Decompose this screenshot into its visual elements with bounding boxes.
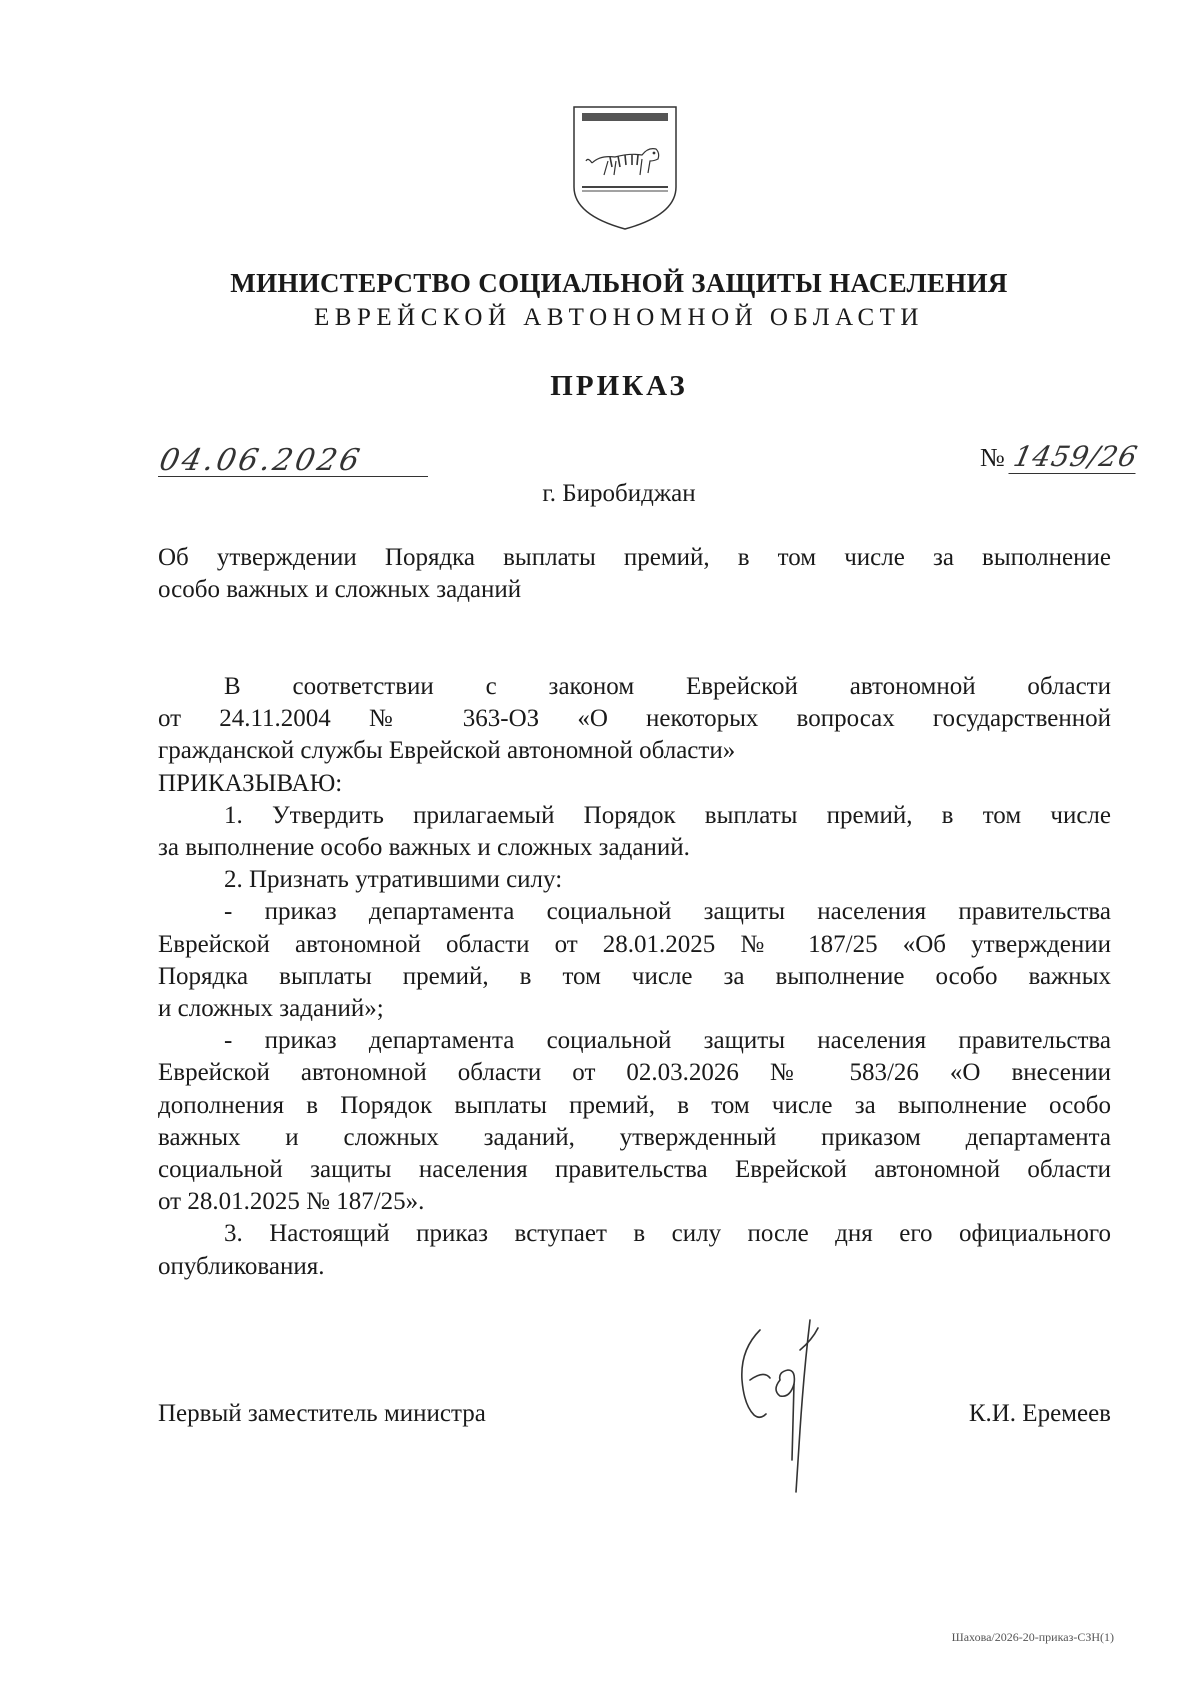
item-2a-line: - приказ департамента социальной защиты населения правительства <box>224 898 1111 926</box>
subject-line-1: Об утверждении Порядка выплаты премий, в том числе за выполнение <box>158 544 1111 571</box>
number-label: № <box>980 443 1005 472</box>
item-2-line: 2. Признать утратившими силу: <box>224 866 563 894</box>
preamble-line: от 24.11.2004 № 363-ОЗ «О некоторых вопросах государственной <box>158 705 1111 733</box>
item-1-line: 1. Утвердить прилагаемый Порядок выплаты премий, в том числе <box>224 801 1111 829</box>
item-2b-line: социальной защиты населения правительства Еврейской автономной области <box>158 1156 1111 1184</box>
document-subject <box>158 542 1111 606</box>
footer-note: Шахова/2026-20-приказ-СЗН(1) <box>951 1630 1114 1644</box>
item-2b-line: от 28.01.2025 № 187/25». <box>158 1188 425 1216</box>
item-2a-line: Еврейской автономной области от 28.01.2025 № 187/25 «Об утверждении <box>158 930 1111 958</box>
ministry-region: ЕВРЕЙСКОЙ АВТОНОМНОЙ ОБЛАСТИ <box>314 304 924 331</box>
document-number <box>980 440 1139 474</box>
subject-line-2: особо важных и сложных заданий <box>158 576 522 603</box>
document-date: 04.06.2026 <box>156 443 366 478</box>
item-2a-line: Порядка выплаты премий, в том числе за выполнение особо важных <box>158 962 1111 990</box>
signer-name: К.И. Еремеев <box>968 1400 1111 1427</box>
ministry-title: МИНИСТЕРСТВО СОЦИАЛЬНОЙ ЗАЩИТЫ НАСЕЛЕНИЯ <box>230 268 1008 298</box>
preamble-line: гражданской службы Еврейской автономной области» <box>158 737 736 765</box>
item-2b-line: Еврейской автономной области от 02.03.2026 № 583/26 «О внесении <box>158 1059 1111 1087</box>
preamble-line: В соответствии с законом Еврейской автономной области <box>224 673 1111 700</box>
coat-of-arms-emblem <box>570 103 680 233</box>
item-2a-line: и сложных заданий»; <box>158 995 384 1023</box>
handwritten-signature <box>720 1310 850 1500</box>
signer-position: Первый заместитель министра <box>158 1400 486 1427</box>
item-2b-line: - приказ департамента социальной защиты населения правительства <box>224 1027 1111 1055</box>
order-word: ПРИКАЗЫВАЮ: <box>158 769 343 797</box>
item-3-line: 3. Настоящий приказ вступает в силу после дня его официального <box>224 1220 1111 1248</box>
item-3-line: опубликования. <box>158 1252 325 1280</box>
item-2b-line: дополнения в Порядок выплаты премий, в том числе за выполнение особо <box>158 1091 1111 1119</box>
number-value: 1459/26 <box>1008 440 1143 474</box>
item-2b-line: важных и сложных заданий, утвержденный приказом департамента <box>158 1123 1111 1151</box>
item-1-line: за выполнение особо важных и сложных заданий. <box>158 834 690 862</box>
city: г. Биробиджан <box>542 480 696 507</box>
document-body <box>158 671 1111 1283</box>
signature-row <box>158 1400 1111 1440</box>
document-type-title: ПРИКАЗ <box>550 370 688 402</box>
